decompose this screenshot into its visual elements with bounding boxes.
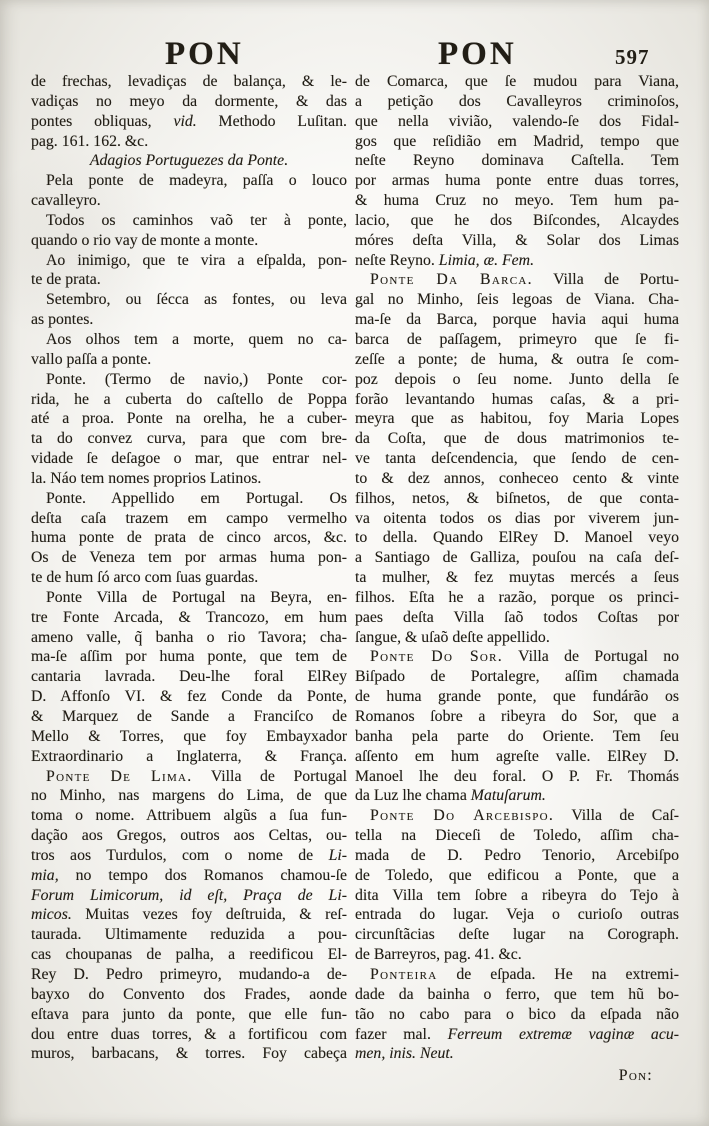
text-line: [31, 132, 347, 152]
text-segment: a Santiago de Galliza, pouſou na caſa deſ-: [355, 549, 679, 567]
text-segment: ameno valle, q̃ banha o rio Tavora; cha-: [31, 628, 347, 646]
text-line: [355, 886, 679, 906]
text-segment: por armas huma ponte entre duas torres,: [355, 172, 679, 190]
text-line: [355, 211, 679, 231]
text-segment: taurada. Ultimamente reduzida a pou-: [31, 926, 347, 944]
text-segment: de Toledo, que edificou a Ponte, que a: [355, 866, 679, 884]
text-line: [355, 409, 679, 429]
text-line: [31, 846, 347, 866]
right-column: [355, 72, 679, 1086]
headword: Pon:: [618, 1067, 653, 1085]
text-segment: Methodo Luſitan.: [196, 112, 347, 130]
text-segment: móres deſta Villa, & Solar dos Limas: [355, 231, 679, 249]
text-segment: Setembro, ou ſécca as fontes, ou leva: [46, 291, 347, 309]
text-line: [355, 985, 679, 1005]
text-line: [355, 290, 679, 310]
text-line: [355, 727, 679, 747]
text-segment: de Barreyros, pag. 41. &c.: [355, 946, 522, 964]
text-line: [31, 211, 347, 231]
text-segment: va oitenta todos os dias por viverem jun-: [355, 509, 679, 527]
text-line: [31, 72, 347, 92]
text-segment: vid.: [173, 112, 197, 130]
text-line: [31, 866, 347, 886]
text-line: [355, 806, 679, 826]
text-segment: que nella vivião, valendo-ſe dos Fidal-: [355, 112, 679, 130]
text-line: [355, 509, 679, 529]
text-line: [31, 528, 347, 548]
text-line: [355, 925, 679, 945]
text-line: [31, 786, 347, 806]
page-number: 597: [615, 45, 650, 69]
text-line: [31, 548, 347, 568]
text-line: [355, 449, 679, 469]
text-segment: vadiças no meyo da dormente, & das: [31, 92, 347, 110]
text-segment: Extraordinario a Inglaterra, & França.: [31, 747, 347, 765]
text-line: [31, 469, 347, 489]
text-segment: Li-: [328, 846, 347, 864]
text-line: [355, 310, 679, 330]
headword: Ponte De Lima.: [46, 767, 193, 785]
text-line: [31, 826, 347, 846]
text-segment: no tempo dos Romanos chamou-ſe: [58, 866, 347, 884]
text-segment: vallo paſſa a ponte.: [31, 350, 152, 368]
running-title-left: PON: [165, 36, 244, 72]
text-segment: Romanos ſobre a ribeyra do Sor, que a: [355, 708, 679, 725]
text-line: [355, 826, 679, 846]
text-line: [355, 528, 679, 548]
text-line: [31, 489, 347, 509]
text-segment: vidade ſe deſagoe o mar, que entrar nel-: [31, 450, 347, 468]
text-line: [31, 92, 347, 112]
text-line: [31, 568, 347, 588]
text-line: [31, 429, 347, 449]
text-line: [355, 1005, 679, 1025]
text-line: [355, 548, 679, 568]
text-line: [31, 945, 347, 965]
text-line: [31, 191, 347, 211]
text-segment: to & dez annos, conheceo cento & vinte: [355, 469, 679, 487]
text-segment: no Minho, nas margens do Lima, de que: [31, 787, 347, 805]
text-segment: banha pela parte do Oriente. Tem ſeu: [355, 727, 679, 745]
text-line: [355, 687, 679, 707]
text-line: [31, 687, 347, 707]
text-segment: aſſento em hum agreſte valle. ElRey D.: [355, 747, 679, 765]
text-segment: Mello & Torres, que foy Embayxador: [31, 727, 347, 745]
text-segment: paes deſta Villa ſaõ todos Coſtas por: [355, 608, 679, 626]
text-segment: eſtava para junto da ponte, que elle fun-: [31, 1005, 347, 1023]
text-line: [31, 112, 347, 132]
text-segment: tre Fonte Arcada, & Trancozo, em hum: [31, 608, 347, 626]
text-line: [31, 330, 347, 350]
text-line: [355, 667, 679, 687]
text-segment: te de prata.: [31, 271, 101, 289]
text-segment: Villa de Portugal: [192, 767, 347, 785]
text-segment: Biſpado de Portalegre, aſſim chamada: [355, 668, 679, 686]
text-segment: bayxo do Convento dos Frades, aonde: [31, 985, 347, 1003]
text-line: [31, 727, 347, 747]
text-segment: gos que reſidião em Madrid, tempo que: [355, 132, 679, 150]
text-line: [355, 647, 679, 667]
text-line: [31, 449, 347, 469]
text-line: [31, 647, 347, 667]
text-segment: Pela ponte de madeyra, paſſa o louco: [46, 172, 347, 190]
text-segment: Ponte. Appellido em Portugal. Os: [46, 489, 347, 507]
text-line: [31, 608, 347, 628]
text-segment: tros aos Turdulos, com o nome de: [31, 846, 329, 864]
text-line: [31, 171, 347, 191]
text-segment: filhos, netos, & biſnetos, de que conta-: [355, 489, 679, 507]
text-segment: neſte Reyno.: [355, 251, 439, 269]
running-title-right: PON: [438, 36, 517, 72]
text-segment: mada de D. Pedro Tenorio, Arcebiſpo: [355, 846, 679, 864]
text-line: [31, 1025, 347, 1045]
text-segment: pag. 161. 162. &c.: [31, 132, 149, 150]
text-segment: de frechas, levadiças de balança, & le-: [31, 73, 347, 90]
text-segment: poz depois o ſeu nome. Junto della ſe: [355, 370, 679, 388]
text-line: [355, 92, 679, 112]
text-segment: Ferreum extremæ vaginæ acu-: [447, 1025, 679, 1043]
text-line: [355, 151, 679, 171]
text-line: [31, 231, 347, 251]
text-line: [355, 231, 679, 251]
text-line: [31, 1005, 347, 1025]
text-line: [355, 132, 679, 152]
text-line: [355, 429, 679, 449]
text-segment: gal no Minho, ſeis legoas de Viana. Cha-: [355, 291, 679, 309]
text-line: [31, 509, 347, 529]
text-segment: to della. Quando ElRey D. Manoel veyo: [355, 529, 679, 547]
text-line: [31, 390, 347, 410]
text-segment: Ponte. (Termo de navio,) Ponte cor-: [46, 370, 347, 388]
text-segment: la. Náo tem nomes proprios Latinos.: [31, 469, 262, 487]
text-line: [31, 350, 347, 370]
text-segment: micos.: [31, 906, 72, 924]
text-segment: forão levantando humas caſas, & a pri-: [355, 390, 679, 408]
text-line: [31, 767, 347, 787]
text-segment: ta do convez curva, para que com bre-: [31, 430, 347, 448]
text-line: [31, 310, 347, 330]
text-line: [31, 409, 347, 429]
text-segment: pontes obliquas,: [31, 112, 174, 130]
text-line: [355, 390, 679, 410]
text-line: [31, 1044, 347, 1064]
text-segment: da Luz lhe chama: [355, 787, 471, 805]
text-segment: D. Affonſo VI. & fez Conde da Ponte,: [31, 688, 347, 706]
text-segment: ma-ſe aſſim por huma ponte, que tem de: [31, 648, 347, 666]
text-columns: [31, 72, 679, 1086]
text-line: [31, 707, 347, 727]
text-segment: ve tanta deſcendencia, que ſendo de cen-: [355, 450, 679, 468]
text-line: [355, 747, 679, 767]
text-segment: men, inis. Neut.: [355, 1045, 454, 1063]
text-line: [31, 747, 347, 767]
text-segment: Ao inimigo, que te vira a eſpalda, pon-: [46, 251, 347, 269]
text-line: [31, 905, 347, 925]
text-line: [355, 251, 679, 271]
text-segment: lacio, que he dos Biſcondes, Alcaydes: [355, 211, 679, 229]
text-segment: as pontes.: [31, 311, 94, 329]
text-segment: mia,: [31, 866, 59, 884]
text-line: [355, 270, 679, 290]
headword: Ponteira: [370, 965, 438, 983]
text-segment: muros, barbacans, & torres. Foy cabeça: [31, 1045, 347, 1063]
text-line: [31, 151, 347, 171]
text-segment: ta mulher, & fez muytas mercés a ſeus: [355, 569, 679, 587]
text-segment: da Coſta, que de dous matrimonios te-: [355, 430, 679, 448]
text-segment: Limia, æ. Fem.: [438, 251, 535, 269]
text-segment: Forum Limicorum, id eſt, Praça de Li-: [31, 886, 347, 904]
text-segment: filhos. Eſta he a razão, porque os princi-: [355, 588, 679, 606]
text-segment: cas choupanas de palha, a reedificou El-: [31, 946, 347, 964]
text-segment: tella na Dieceſi de Toledo, aſſim cha-: [355, 827, 679, 845]
text-line: [355, 608, 679, 628]
text-line: [355, 370, 679, 390]
text-line: [355, 191, 679, 211]
text-segment: dita Villa tem ſobre a ribeyra do Tejo à: [355, 886, 679, 904]
text-segment: Todos os caminhos vaõ ter à ponte,: [46, 211, 347, 229]
text-segment: Rey D. Pedro primeyro, mudando-a de-: [31, 965, 347, 983]
text-line: [31, 925, 347, 945]
text-line: [355, 1044, 679, 1064]
text-segment: Os de Veneza tem por armas huma pon-: [31, 549, 347, 567]
text-segment: meyra que as habitou, foy Maria Lopes: [355, 410, 679, 428]
text-segment: de eſpada. He na extremi-: [437, 965, 679, 983]
text-line: [355, 72, 679, 92]
text-segment: dação aos Gregos, outros aos Celtas, ou-: [31, 827, 347, 845]
text-segment: entrada do lugar. Veja o curioſo outras: [355, 906, 679, 924]
text-line: [31, 290, 347, 310]
text-segment: cantaria lavrada. Deu-lhe foral ElRey: [31, 668, 347, 686]
text-segment: & huma Cruz no meyo. Tem hum pa-: [355, 192, 679, 210]
text-line: [31, 370, 347, 390]
text-line: [31, 667, 347, 687]
text-segment: Ponte Villa de Portugal na Beyra, en-: [46, 588, 347, 606]
text-line: [355, 905, 679, 925]
catchword: [355, 1066, 679, 1086]
text-line: [31, 251, 347, 271]
text-line: [355, 945, 679, 965]
text-line: [31, 628, 347, 648]
text-segment: Adagios Portuguezes da Ponte.: [89, 152, 289, 170]
text-segment: huma ponte de prata de cinco arcos, &c.: [31, 529, 347, 547]
text-segment: Muitas vezes foy deſtruida, & reſ-: [71, 906, 347, 924]
text-segment: fazer mal.: [355, 1025, 448, 1043]
text-segment: deſta caſa trazem em campo vermelho: [31, 509, 347, 527]
text-segment: Aos olhos tem a morte, quem no ca-: [46, 330, 347, 348]
text-line: [355, 330, 679, 350]
text-line: [355, 588, 679, 608]
left-column: [31, 72, 347, 1086]
text-segment: circunſtãcias deſte lugar na Corograph.: [355, 926, 679, 944]
text-segment: Villa de Portugal no: [503, 648, 679, 666]
headword: Ponte Do Sor.: [370, 648, 504, 666]
text-line: [355, 707, 679, 727]
text-line: [355, 489, 679, 509]
text-segment: cavalleyro.: [31, 192, 101, 210]
text-segment: te de hum ſó arco com ſuas guardas.: [31, 569, 259, 587]
text-line: [355, 628, 679, 648]
text-segment: Villa de Caſ-: [554, 807, 679, 825]
text-segment: a petição dos Cavalleyros criminoſos,: [355, 92, 679, 110]
text-line: [31, 806, 347, 826]
headword: Ponte Do Arcebispo.: [370, 807, 555, 825]
text-line: [355, 767, 679, 787]
text-segment: ſangue, & uſaõ deſte appellido.: [355, 628, 550, 646]
text-segment: neſte Reyno dominava Caſtella. Tem: [355, 152, 679, 170]
headword: Ponte Da Barca.: [370, 271, 533, 289]
text-line: [355, 350, 679, 370]
text-line: [31, 886, 347, 906]
text-line: [31, 965, 347, 985]
text-segment: de huma grande ponte, que fundárão os: [355, 688, 679, 706]
text-segment: quando o rio vay de monte a monte.: [31, 231, 259, 249]
text-line: [355, 866, 679, 886]
text-line: [31, 985, 347, 1005]
text-line: [31, 588, 347, 608]
text-segment: dade da bainha o ferro, que tem hũ bo-: [355, 985, 679, 1003]
text-segment: barca de paſſagem, primeyro que ſe fi-: [355, 330, 679, 348]
text-segment: tão no cabo para o bico da eſpada não: [355, 1005, 679, 1023]
text-segment: dou entre duas torres, & a fortificou com: [31, 1025, 347, 1043]
text-segment: Matuſarum.: [470, 787, 546, 805]
text-segment: até a proa. Ponte na orelha, he a cuber-: [31, 410, 347, 428]
text-segment: & Marquez de Sande a Franciſco de: [31, 708, 347, 725]
text-segment: rida, he a cuberta do caſtello de Poppa: [31, 390, 347, 408]
text-segment: Manoel lhe deu foral. O P. Fr. Thomás: [355, 767, 679, 785]
text-segment: Villa de Portu-: [532, 271, 679, 289]
text-segment: ma-ſe da Barca, porque havia aqui huma: [355, 311, 679, 329]
text-line: [355, 786, 679, 806]
text-segment: de Comarca, que ſe mudou para Viana,: [355, 73, 679, 90]
text-line: [31, 270, 347, 290]
text-line: [355, 112, 679, 132]
text-line: [355, 469, 679, 489]
text-line: [355, 846, 679, 866]
text-segment: zeſſe a ponte; de huma, & outra ſe com-: [355, 350, 679, 368]
text-line: [355, 965, 679, 985]
text-line: [355, 1025, 679, 1045]
text-line: [355, 171, 679, 191]
text-line: [355, 568, 679, 588]
text-segment: toma o nome. Attribuem algũs a ſua fun-: [31, 807, 347, 825]
